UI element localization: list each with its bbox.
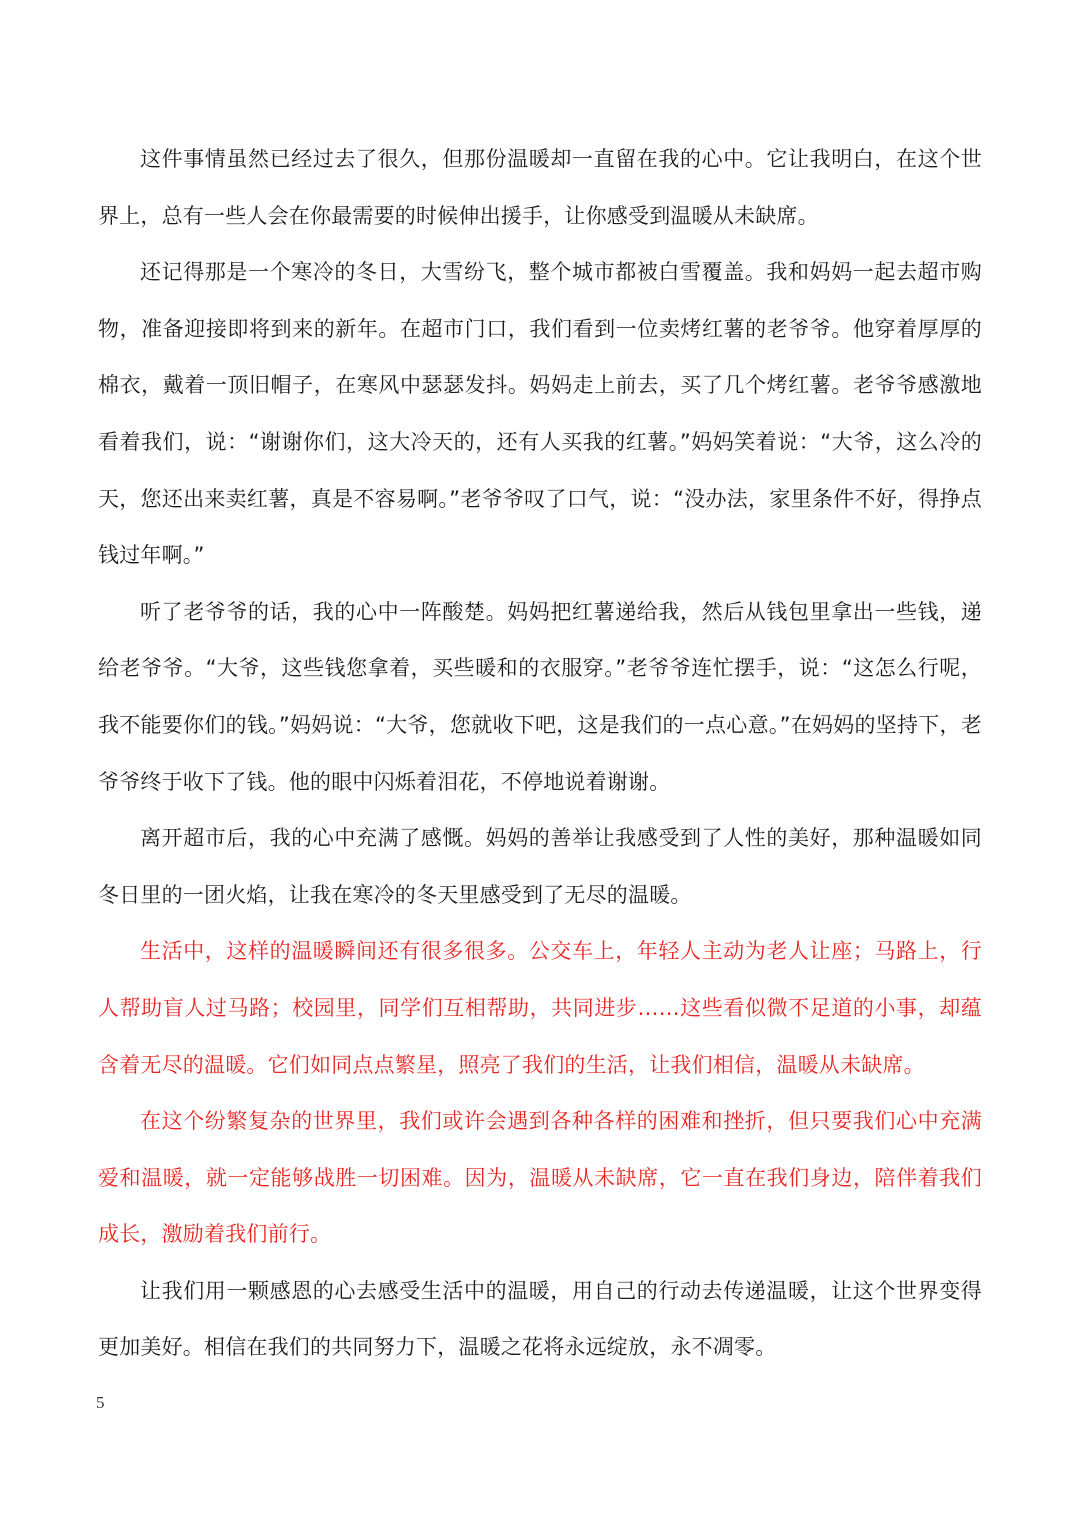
paragraph: 让我们用一颗感恩的心去感受生活中的温暖，用自己的行动去传递温暖，让这个世界变得更加美好。相信在我们的共同努力下，温暖之花将永远绽放，永不凋零。 bbox=[98, 1278, 982, 1360]
highlighted-paragraph: 在这个纷繁复杂的世界里，我们或许会遇到各种各样的困难和挫折，但只要我们心中充满爱和温暖，就一定能够战胜一切困难。因为，温暖从未缺席，它一直在我们身边，陪伴着我们成长，激励着我们前行。 bbox=[98, 1109, 982, 1247]
paragraph: 这件事情虽然已经过去了很久，但那份温暖却一直留在我的心中。它让我明白，在这个世界上，总有一些人会在你最需要的时候伸出援手，让你感受到温暖从未缺席。 bbox=[98, 147, 982, 228]
paragraph: 还记得那是一个寒冷的冬日，大雪纷飞，整个城市都被白雪覆盖。我和妈妈一起去超市购物，准备迎接即将到来的新年。在超市门口，我们看到一位卖烤红薯的老爷爷。他穿着厚厚的棉衣，戴着一顶旧帽子，在寒风中瑟瑟发抖。妈妈走上前去，买了几个烤红薯。老爷爷感激地看着我们，说：“谢谢你们，这大冷天的，还有人买我的红薯。”妈妈笑着说：“大爷，这么冷的天，您还出来卖红薯，真是不容易啊。”老爷爷叹了口气，说：“没办法，家里条件不好，得挣点钱过年啊。” bbox=[98, 260, 983, 568]
paragraph: 离开超市后，我的心中充满了感慨。妈妈的善举让我感受到了人性的美好，那种温暖如同冬日里的一团火焰，让我在寒冷的冬天里感受到了无尽的温暖。 bbox=[98, 826, 982, 907]
document-body bbox=[98, 131, 982, 1376]
page-number: 5 bbox=[96, 1393, 105, 1412]
highlighted-paragraph: 生活中，这样的温暖瞬间还有很多很多。公交车上，年轻人主动为老人让座；马路上，行人帮助盲人过马路；校园里，同学们互相帮助，共同进步……这些看似微不足道的小事，却蕴含着无尽的温暖。它们如同点点繁星，照亮了我们的生活，让我们相信，温暖从未缺席。 bbox=[98, 939, 982, 1077]
paragraph: 听了老爷爷的话，我的心中一阵酸楚。妈妈把红薯递给我，然后从钱包里拿出一些钱，递给老爷爷。“大爷，这些钱您拿着，买些暖和的衣服穿。”老爷爷连忙摆手，说：“这怎么行呢，我不能要你们的钱。”妈妈说：“大爷，您就收下吧，这是我们的一点心意。”在妈妈的坚持下，老爷爷终于收下了钱。他的眼中闪烁着泪花，不停地说着谢谢。 bbox=[98, 599, 983, 794]
